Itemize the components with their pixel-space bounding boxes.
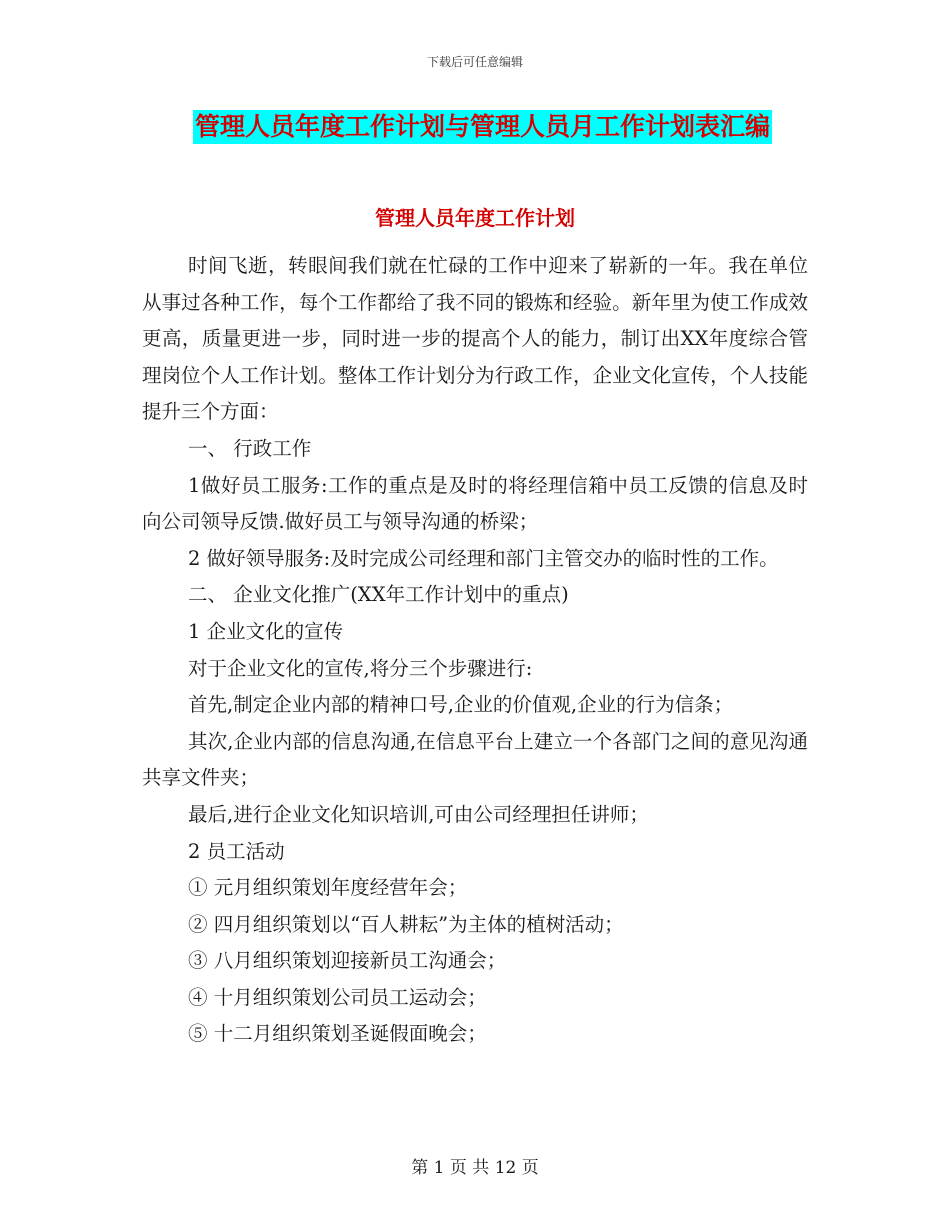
page-header-note: 下载后可任意编辑 — [426, 55, 523, 69]
paragraph-step-first: 首先,制定企业内部的精神口号,企业的价值观,企业的行为信条； — [188, 693, 734, 717]
list-item-activity-3: ③ 八月组织策划迎接新员工沟通会； — [188, 949, 507, 973]
list-item-activity-2: ② 四月组织策划以“百人耕耘”为主体的植树活动； — [188, 912, 624, 936]
list-item-activity-4: ④ 十月组织策划公司员工运动会； — [188, 985, 487, 1009]
page-number-footer: 第 1 页 共 12 页 — [411, 1158, 539, 1178]
document-body — [142, 248, 808, 1053]
intro-paragraph: 时间飞逝，转眼间我们就在忙碌的工作中迎来了崭新的一年。我在单位从事过各种工作，每个工作都给了我不同的锻炼和经验。新年里为使工作成效更高，质量更进一步，同时进一步的提高个人的能力，制订出XX年度综合管理岗位个人工作计划。整体工作计划分为行政工作，企业文化宣传，个人技能提升三个方面： — [142, 254, 808, 424]
subheading-culture-publicity: 1 企业文化的宣传 — [188, 619, 344, 643]
heading-culture-promotion: 二、 企业文化推广(XX年工作计划中的重点) — [188, 583, 569, 607]
document-main-title: 管理人员年度工作计划与管理人员月工作计划表汇编 — [193, 110, 772, 144]
list-item-activity-5: ⑤ 十二月组织策划圣诞假面晚会； — [188, 1022, 487, 1046]
paragraph-employee-service: 1做好员工服务:工作的重点是及时的将经理信箱中员工反馈的信息及时向公司领导反馈.做好员工与领导沟通的桥梁； — [142, 473, 808, 534]
list-item-activity-1: ① 元月组织策划年度经营年会； — [188, 876, 468, 900]
paragraph-step-last: 最后,进行企业文化知识培训,可由公司经理担任讲师； — [188, 802, 649, 826]
paragraph-three-steps: 对于企业文化的宣传,将分三个步骤进行: — [188, 656, 533, 680]
section-title: 管理人员年度工作计划 — [375, 206, 575, 230]
paragraph-leader-service: 2 做好领导服务:及时完成公司经理和部门主管交办的临时性的工作。 — [188, 546, 779, 570]
heading-admin-work: 一、 行政工作 — [188, 436, 312, 460]
paragraph-step-second: 其次,企业内部的信息沟通,在信息平台上建立一个各部门之间的意见沟通共享文件夹； — [142, 729, 808, 790]
subheading-employee-activities: 2 员工活动 — [188, 839, 285, 863]
